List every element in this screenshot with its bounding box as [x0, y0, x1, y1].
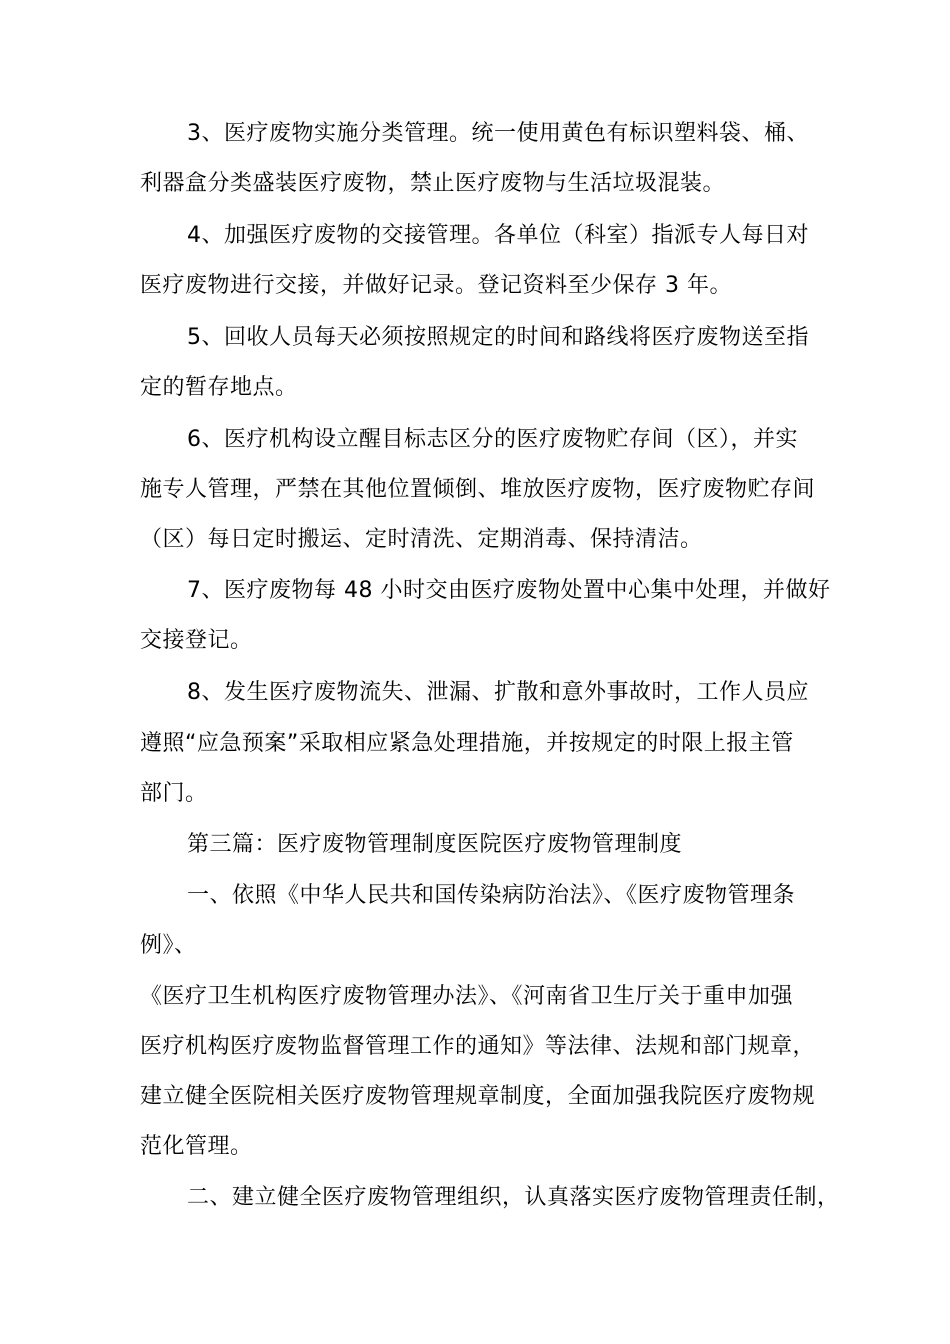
text-line: 利器盒分类盛装医疗废物，禁止医疗废物与生活垃圾混装。: [140, 171, 726, 196]
text-line: （区）每日定时搬运、定时清洗、定期消毒、保持清洁。: [140, 527, 703, 552]
text-line: 遵照“应急预案”采取相应紧急处理措施，并按规定的时限上报主管: [140, 731, 794, 756]
text-line: 4、加强医疗废物的交接管理。各单位（科室）指派专人每日对: [187, 223, 809, 248]
text-line: 医疗废物进行交接，并做好记录。登记资料至少保存 3 年。: [140, 273, 732, 298]
text-line: 建立健全医院相关医疗废物管理规章制度，全面加强我院医疗废物规: [140, 1084, 816, 1109]
text-line: 部门。: [140, 781, 208, 806]
text-line: 8、发生医疗废物流失、泄漏、扩散和意外事故时，工作人员应: [187, 680, 809, 705]
text-line: 《医疗卫生机构医疗废物管理办法》、《河南省卫生厅关于重申加强: [140, 984, 794, 1009]
text-line: 医疗机构医疗废物监督管理工作的通知》等法律、法规和部门规章，: [140, 1034, 816, 1059]
text-line: 6、医疗机构设立醒目标志区分的医疗废物贮存间（区），并实: [187, 427, 798, 452]
text-line: 7、医疗废物每 48 小时交由医疗废物处置中心集中处理，并做好: [187, 578, 831, 603]
text-line: 3、医疗废物实施分类管理。统一使用黄色有标识塑料袋、桶、: [187, 121, 809, 146]
text-line: 定的暂存地点。: [140, 375, 298, 400]
text-line: 5、回收人员每天必须按照规定的时间和路线将医疗废物送至指: [187, 325, 809, 350]
text-line: 二、建立健全医疗废物管理组织，认真落实医疗废物管理责任制，: [187, 1185, 840, 1210]
text-line: 一、依照《中华人民共和国传染病防治法》、《医疗废物管理条: [187, 883, 796, 908]
section-heading: 第三篇：医疗废物管理制度医院医疗废物管理制度: [187, 832, 683, 857]
text-line: 范化管理。: [140, 1134, 253, 1159]
text-line: 例》、: [140, 933, 197, 958]
text-line: 交接登记。: [140, 628, 253, 653]
text-line: 施专人管理，严禁在其他位置倾倒、堆放医疗废物，医疗废物贮存间: [140, 477, 816, 502]
